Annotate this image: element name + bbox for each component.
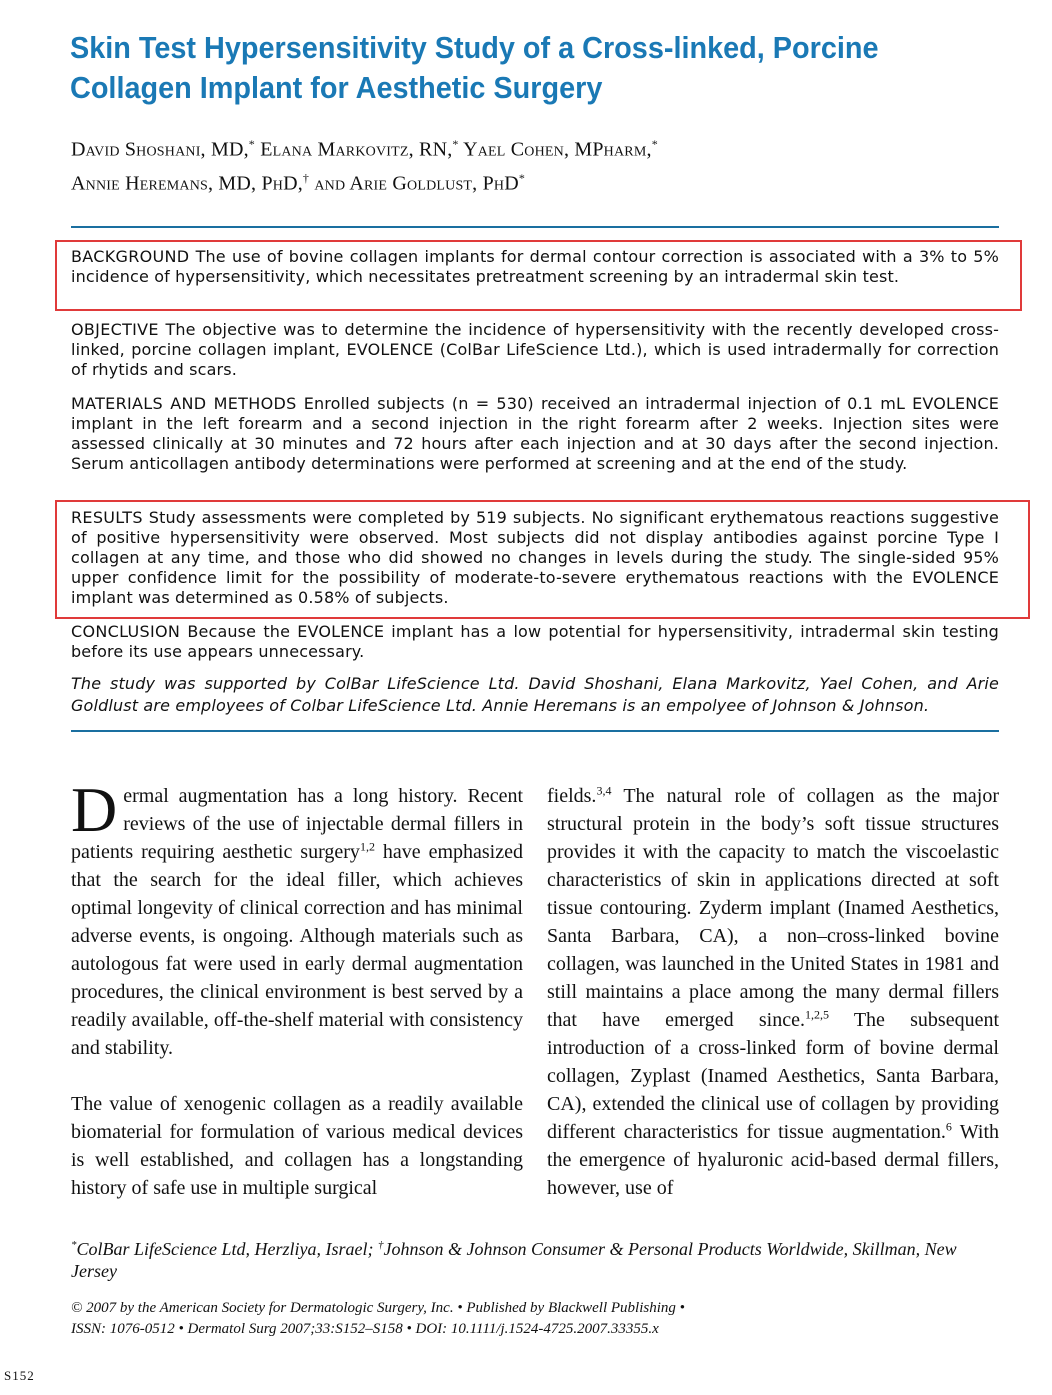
citation-line: ISSN: 1076-0512 • Dermatol Surg 2007;33:S152–S158 • DOI: 10.1111/j.1524-4725.2007.33355.x [71, 1321, 659, 1337]
section-heading: OBJECTIVE [71, 320, 159, 339]
citation-ref: 6 [945, 1119, 952, 1134]
affiliation-mark: * [452, 137, 459, 151]
footnote-text: Johnson & Johnson Consumer & Personal Products Worldwide, Skillman, New Jersey [71, 1239, 957, 1281]
citation-ref: 3,4 [596, 783, 612, 798]
affiliation-mark: † [302, 170, 310, 185]
article-title: Skin Test Hypersensitivity Study of a Cross-linked, Porcine Collagen Implant for Aesthetic Surgery [70, 30, 879, 105]
abstract-conclusion [71, 622, 999, 662]
body-text: With the emergence of hyaluronic acid-based dermal fillers, however, use of [547, 1121, 999, 1199]
section-heading: CONCLUSION [71, 622, 181, 641]
section-heading: MATERIALS AND METHODS [71, 394, 297, 413]
highlight-box-background [55, 240, 1022, 311]
footnote-text: ColBar LifeScience Ltd, Herzliya, Israel; [76, 1239, 378, 1259]
citation-ref: 1,2 [359, 839, 375, 854]
affiliation-mark: * [248, 137, 255, 151]
section-text: The objective was to determine the incidence of hypersensitivity with the recently developed cross-linked, porcine collagen implant, EVOLENCE (ColBar LifeScience Ltd.), which is used intradermally for correction of rhytids and scars. [71, 320, 999, 379]
highlight-box-results [55, 500, 1030, 619]
section-heading: BACKGROUND [71, 247, 190, 266]
affiliation-mark: * [71, 1239, 77, 1251]
body-column-right [547, 782, 999, 1202]
section-text: Enrolled subjects (n = 530) received an intradermal injection of 0.1 mL EVOLENCE implant in the left forearm and a second injection in the right forearm after 2 weeks. Injection sites were assessed clinically at 30 minutes and 72 hours after each injection and at 30 days after the second injection. Serum anticollagen antibody determinations were performed at screening and at the end of the study. [71, 394, 999, 473]
author-name: Elana Markovitz, RN, [260, 138, 453, 161]
author-line-2 [71, 164, 971, 198]
body-text: The natural role of collagen as the major structural protein in the body’s soft tissue structures provides it with the capacity to match the viscoelastic characteristics of skin in applications directed at soft tissue contouring. Zyderm implant (Inamed Aesthetics, Santa Barbara, CA), a non–cross-linked bovine collagen, was launched in the United States in 1981 and still maintains a place among the many dermal fillers that have emerged since. [547, 785, 999, 1031]
body-paragraph [547, 782, 999, 1202]
affiliation-mark: * [518, 170, 526, 185]
abstract-bottom-rule [71, 730, 999, 732]
body-paragraph [71, 774, 523, 1062]
copyright-line: © 2007 by the American Society for Dermatologic Surgery, Inc. • Published by Blackwell Publishing • [71, 1300, 685, 1316]
author-name: Yael Cohen, MPharm, [463, 138, 652, 161]
affiliation-mark: * [651, 137, 658, 151]
abstract-objective [71, 320, 999, 380]
section-text: Because the EVOLENCE implant has a low potential for hypersensitivity, intradermal skin testing before its use appears unnecessary. [71, 622, 999, 661]
funding-statement: The study was supported by ColBar LifeScience Ltd. David Shoshani, Elana Markovitz, Yael Cohen, and Arie Goldlust are employees of Colbar LifeScience Ltd. Annie Heremans is an empolyee of Johnson & Johnson. [71, 674, 999, 715]
section-text: Study assessments were completed by 519 subjects. No significant erythematous reactions suggestive of positive hypersensitivity were observed. Most subjects did not display antibodies against porcine Type I collagen at any time, and those who did showed no changes in levels during the study. The single-sided 95% upper confidence limit for the possibility of moderate-to-severe erythematous reactions with the EVOLENCE implant was determined as 0.58% of subjects. [71, 508, 999, 607]
body-text: fields. [547, 785, 597, 807]
body-text: have emphasized that the search for the ideal filler, which achieves optimal longevity of clinical correction and has minimal adverse events, is ongoing. Although materials such as autologous fat were used in early dermal augmentation procedures, the clinical environment is best served by a readily available, off-the-shelf material with consistency and stability. [71, 841, 523, 1059]
author-name: Arie Goldlust, PhD [349, 172, 519, 195]
body-text: The subsequent introduction of a cross-linked form of bovine dermal collagen, Zyplast (Inamed Aesthetics, Santa Barbara, CA), extended the clinical use of collagen by providing different characteristics for tissue augmentation. [547, 1009, 1000, 1143]
section-text: The use of bovine collagen implants for dermal contour correction is associated with a 3% to 5% incidence of hypersensitivity, which necessitates pretreatment screening by an intradermal skin test. [71, 247, 999, 286]
author-name: David Shoshani, MD, [71, 138, 249, 161]
affiliation-mark: † [377, 1239, 384, 1251]
citation-ref: 1,2,5 [804, 1007, 829, 1022]
author-list [71, 130, 971, 197]
author-line-1 [71, 130, 971, 164]
section-heading: RESULTS [71, 508, 143, 527]
abstract-methods [71, 394, 999, 474]
body-column-left [71, 774, 523, 1202]
author-name: Annie Heremans, MD, PhD, [71, 172, 303, 195]
affiliation-footnote [71, 1234, 971, 1282]
body-paragraph: The value of xenogenic collagen as a readily available biomaterial for formulation of various medical devices is well established, and collagen has a longstanding history of safe use in multiple surgical [71, 1093, 523, 1199]
author-connector: and [314, 172, 346, 195]
page-number: S152 [4, 1368, 35, 1383]
drop-cap: D [71, 774, 118, 845]
abstract-top-rule [71, 226, 999, 228]
publication-info [71, 1298, 971, 1340]
body-text: ermal augmentation has a long history. Recent reviews of the use of injectable dermal fillers in patients requiring aesthetic surgery [71, 785, 523, 863]
